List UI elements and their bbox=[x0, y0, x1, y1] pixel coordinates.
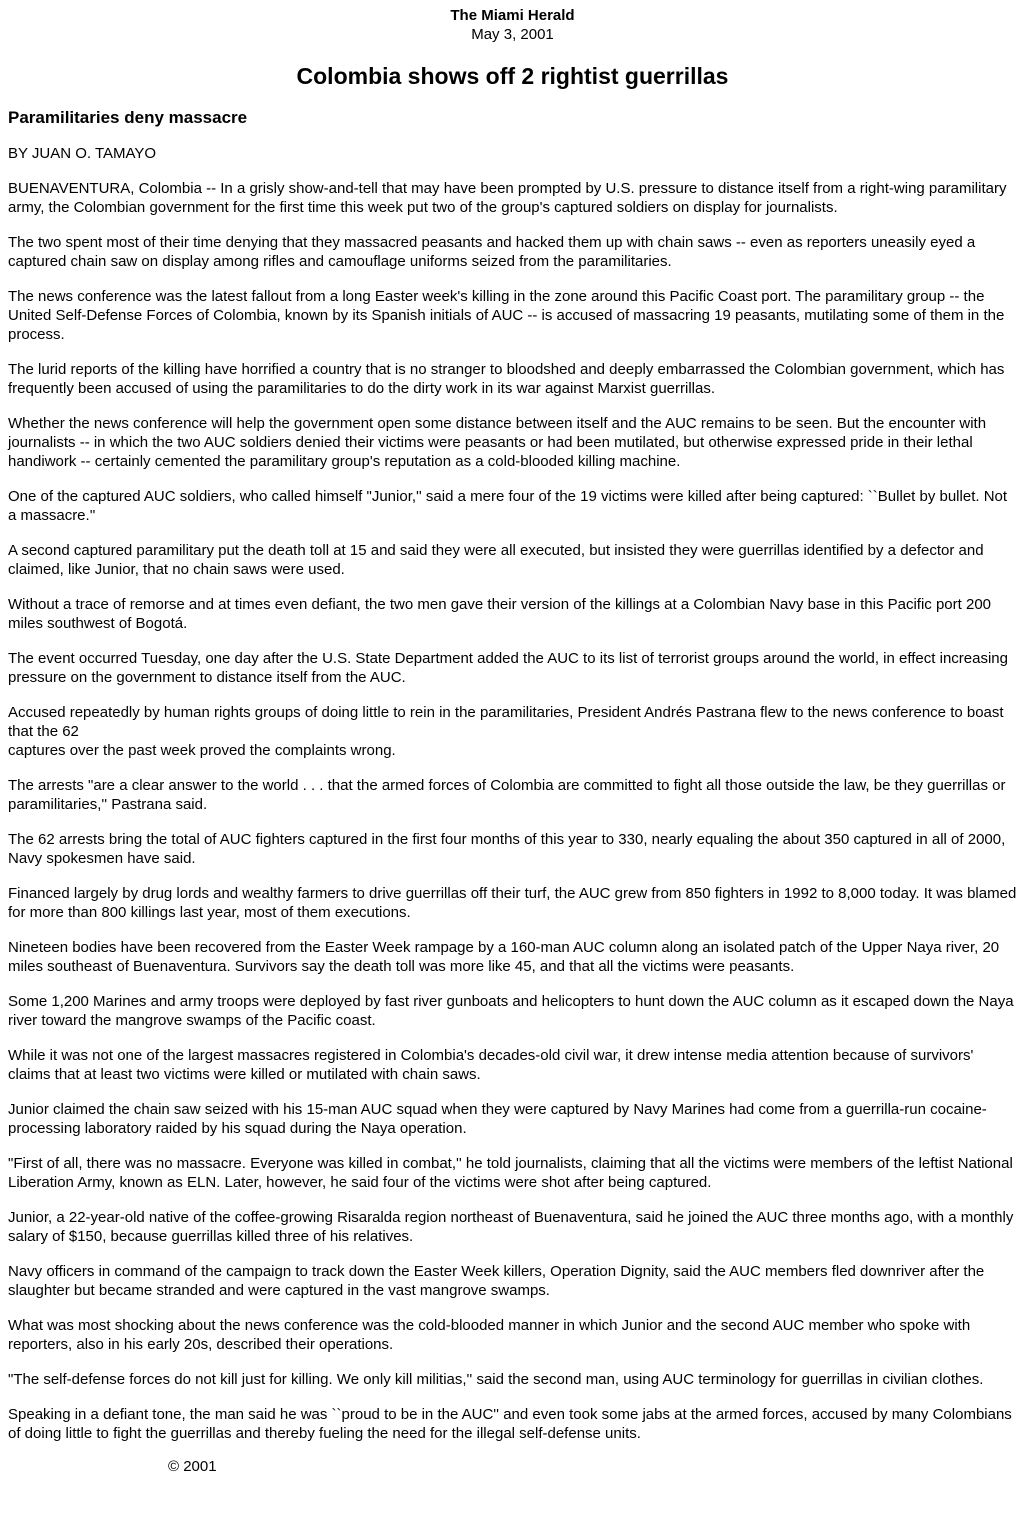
article-headline: Colombia shows off 2 rightist guerrillas bbox=[296, 63, 729, 89]
paragraph-23: Speaking in a defiant tone, the man said he was ``proud to be in the AUC'' and even took some jabs at the armed forces, accused by many Colombians of doing little to fight the guerrillas and thereby fueling the need for the illegal self-defense units. bbox=[8, 1406, 1012, 1442]
paragraph-12: The 62 arrests bring the total of AUC fighters captured in the first four months of this year to 330, nearly equaling the about 350 captured in all of 2000, Navy spokesmen have said. bbox=[8, 831, 1006, 867]
paragraph-20: Navy officers in command of the campaign to track down the Easter Week killers, Operation Dignity, said the AUC members fled downriver after the slaughter but became stranded and were captured in the vast mangrove swamps. bbox=[8, 1263, 985, 1299]
paragraph-22: "The self-defense forces do not kill just for killing. We only kill militias,'' said the second man, using AUC terminology for guerrillas in civilian clothes. bbox=[8, 1371, 984, 1388]
masthead bbox=[8, 6, 1017, 44]
article-byline: BY JUAN O. TAMAYO bbox=[8, 145, 157, 162]
paragraph-15: Some 1,200 Marines and army troops were deployed by fast river gunboats and helicopters to hunt down the AUC column as it escaped down the Naya river toward the mangrove swamps of the Pacific coast. bbox=[8, 993, 1014, 1029]
paragraph-6: One of the captured AUC soldiers, who called himself "Junior,'' said a mere four of the 19 victims were killed after being captured: ``Bullet by bullet. Not a massacre.'' bbox=[8, 488, 1008, 524]
paragraph-19: Junior, a 22-year-old native of the coffee-growing Risaralda region northeast of Buenaventura, said he joined the AUC three months ago, with a monthly salary of $150, because guerrillas killed three of his relatives. bbox=[8, 1209, 1014, 1245]
paragraph-7: A second captured paramilitary put the death toll at 15 and said they were all executed, but insisted they were guerrillas identified by a defector and claimed, like Junior, that no chain saws were used. bbox=[8, 542, 984, 578]
article-body bbox=[8, 179, 1017, 1443]
paragraph-9: The event occurred Tuesday, one day after the U.S. State Department added the AUC to its list of terrorist groups around the world, in effect increasing pressure on the government to distance itself from the AUC. bbox=[8, 650, 1008, 686]
paragraph-5: Whether the news conference will help the government open some distance between itself and the AUC remains to be seen. But the encounter with journalists -- in which the two AUC soldiers denied their victims were peasants or had been mutilated, but otherwise expressed pride in their lethal handiwork -- certainly cemented the paramilitary group's reputation as a cold-blooded killing machine. bbox=[8, 415, 987, 470]
paragraph-21: What was most shocking about the news conference was the cold-blooded manner in which Junior and the second AUC member who spoke with reporters, also in his early 20s, described their operations. bbox=[8, 1317, 971, 1353]
paragraph-14: Nineteen bodies have been recovered from the Easter Week rampage by a 160-man AUC column along an isolated patch of the Upper Naya river, 20 miles southeast of Buenaventura. Survivors say the death toll was more like 45, and that all the victims were peasants. bbox=[8, 939, 1000, 975]
paragraph-4: The lurid reports of the killing have horrified a country that is no stranger to bloodshed and deeply embarrassed the Colombian government, which has frequently been accused of using the paramilitaries to do the dirty work in its war against Marxist guerrillas. bbox=[8, 361, 1005, 397]
paragraph-3: The news conference was the latest fallout from a long Easter week's killing in the zone around this Pacific Coast port. The paramilitary group -- the United Self-Defense Forces of Colombia, known by its Spanish initials of AUC -- is accused of massacring 19 peasants, mutilating some of them in the process. bbox=[8, 288, 1005, 343]
paragraph-10: Accused repeatedly by human rights groups of doing little to rein in the paramilitaries, President Andrés Pastrana flew to the news conference to boast that the 62 captures over the past week proved the complaints wrong. bbox=[8, 704, 1004, 759]
paragraph-17: Junior claimed the chain saw seized with his 15-man AUC squad when they were captured by Navy Marines had come from a guerrilla-run cocaine-processing laboratory raided by his squad during the Naya operation. bbox=[8, 1101, 987, 1137]
paragraph-13: Financed largely by drug lords and wealthy farmers to drive guerrillas off their turf, the AUC grew from 850 fighters in 1992 to 8,000 today. It was blamed for more than 800 killings last year, most of them executions. bbox=[8, 885, 1017, 921]
paragraph-18: "First of all, there was no massacre. Everyone was killed in combat,'' he told journalists, claiming that all the victims were members of the leftist National Liberation Army, known as ELN. Later, however, he said four of the victims were shot after being captured. bbox=[8, 1155, 1013, 1191]
paragraph-1: BUENAVENTURA, Colombia -- In a grisly show-and-tell that may have been prompted by U.S. pressure to distance itself from a right-wing paramilitary army, the Colombian government for the first time this week put two of the group's captured soldiers on display for journalists. bbox=[8, 180, 1007, 216]
copyright-notice: © 2001 bbox=[168, 1458, 217, 1475]
paragraph-16: While it was not one of the largest massacres registered in Colombia's decades-old civil war, it drew intense media attention because of survivors' claims that at least two victims were killed or mutilated with chain saws. bbox=[8, 1047, 974, 1083]
publication-date: May 3, 2001 bbox=[471, 26, 554, 43]
paragraph-11: The arrests "are a clear answer to the world . . . that the armed forces of Colombia are committed to fight all those outside the law, be they guerrillas or paramilitaries,'' Pastrana said. bbox=[8, 777, 1006, 813]
paragraph-2: The two spent most of their time denying that they massacred peasants and hacked them up with chain saws -- even as reporters uneasily eyed a captured chain saw on display among rifles and camouflage uniforms seized from the paramilitaries. bbox=[8, 234, 976, 270]
newspaper-name: The Miami Herald bbox=[450, 7, 575, 24]
article-subhead: Paramilitaries deny massacre bbox=[8, 108, 248, 127]
paragraph-8: Without a trace of remorse and at times even defiant, the two men gave their version of the killings at a Colombian Navy base in this Pacific port 200 miles southwest of Bogotá. bbox=[8, 596, 991, 632]
